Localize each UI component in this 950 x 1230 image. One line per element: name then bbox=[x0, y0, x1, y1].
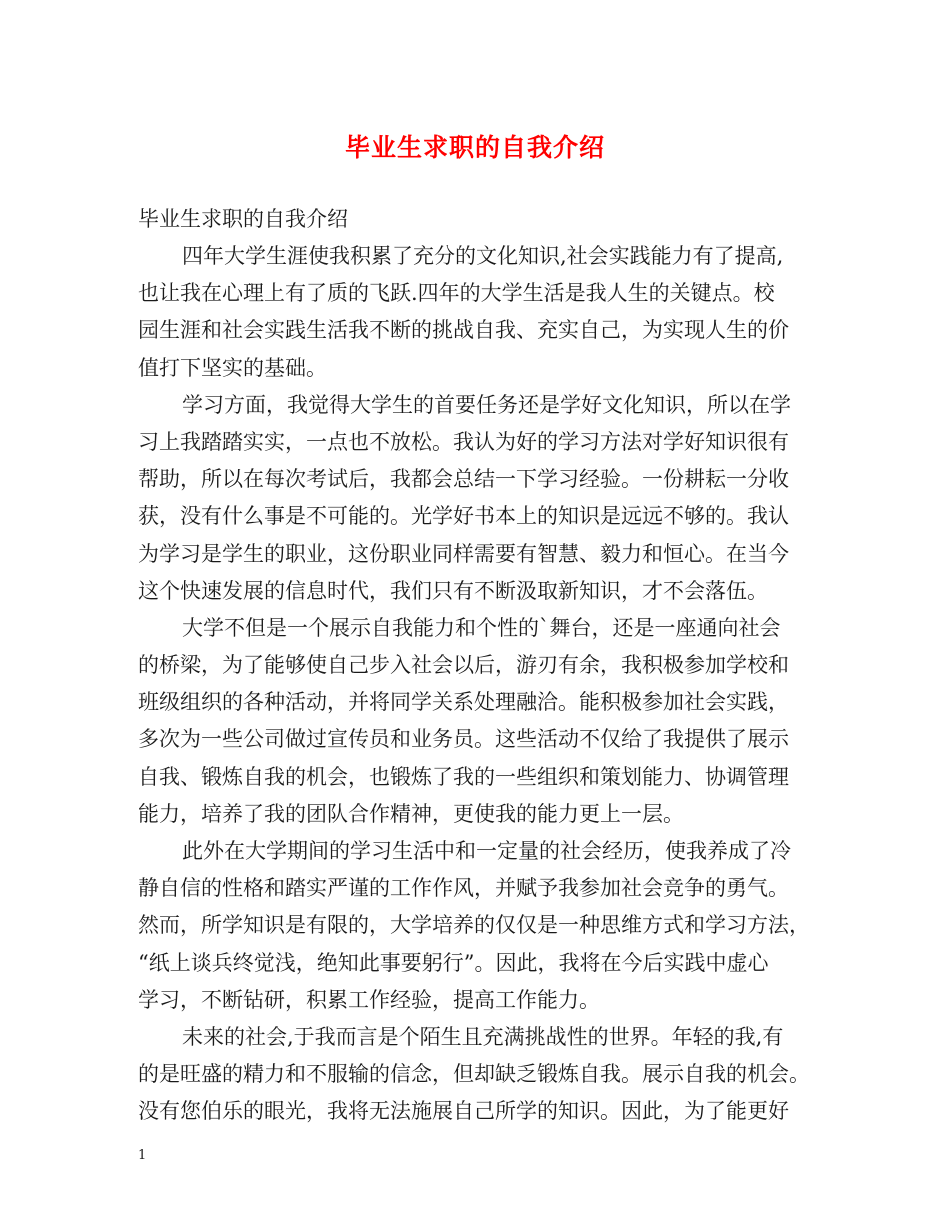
text-line: 的桥梁，为了能够使自己步入社会以后，游刃有余，我积极参加学校和 bbox=[138, 653, 789, 678]
paragraph-first-line: 大学不但是一个展示自我能力和个性的`舞台，还是一座通向社会 bbox=[182, 615, 781, 640]
text-line: 没有您伯乐的眼光，我将无法施展自己所学的知识。因此，为了能更好 bbox=[138, 1099, 789, 1124]
paragraph-first-line: 此外在大学期间的学习生活中和一定量的社会经历，使我养成了冷 bbox=[182, 839, 791, 863]
text-line: 能力，培养了我的团队合作精神，更使我的能力更上一层。 bbox=[138, 801, 684, 826]
text-line: 帮助，所以在每次考试后，我都会总结一下学习经验。一份耕耘一分收 bbox=[138, 467, 789, 492]
text-line: 自我、锻炼自我的机会，也锻炼了我的一些组织和策划能力、协调管理 bbox=[138, 764, 789, 789]
text-line: 然而，所学知识是有限的，大学培养的仅仅是一种思维方式和学习方法， bbox=[138, 913, 810, 938]
page-number: 1 bbox=[138, 1148, 147, 1163]
text-line: 值打下坚实的基础。 bbox=[138, 355, 327, 380]
text-line: 习上我踏踏实实，一点也不放松。我认为好的学习方法对学好知识很有 bbox=[138, 429, 789, 454]
document-subtitle: 毕业生求职的自我介绍 bbox=[138, 207, 348, 231]
text-line: 也让我在心理上有了质的飞跃.四年的大学生活是我人生的关键点。校 bbox=[138, 281, 775, 306]
text-line: 的是旺盛的精力和不服输的信念，但却缺乏锻炼自我。展示自我的机会。 bbox=[138, 1062, 810, 1087]
text-line: 园生涯和社会实践生活我不断的挑战自我、充实自己，为实现人生的价 bbox=[138, 318, 789, 343]
paragraph-first-line: 未来的社会,于我而言是个陌生且充满挑战性的世界。年轻的我,有 bbox=[182, 1024, 784, 1049]
text-line: 学习，不断钻研，积累工作经验，提高工作能力。 bbox=[138, 987, 600, 1012]
text-line: 为学习是学生的职业，这份职业同样需要有智慧、毅力和恒心。在当今 bbox=[138, 541, 789, 566]
document-body bbox=[138, 238, 828, 1131]
text-line: 这个快速发展的信息时代，我们只有不断汲取新知识，才不会落伍。 bbox=[138, 578, 768, 603]
document-title: 毕业生求职的自我介绍 bbox=[344, 133, 605, 162]
text-line: “纸上谈兵终觉浅，绝知此事要躬行”。因此，我将在今后实践中虚心 bbox=[138, 950, 769, 975]
paragraph-first-line: 学习方面，我觉得大学生的首要任务还是学好文化知识，所以在学 bbox=[182, 392, 791, 417]
text-line: 获，没有什么事是不可能的。光学好书本上的知识是远远不够的。我认 bbox=[138, 504, 789, 529]
paragraph-first-line: 四年大学生涯使我积累了充分的文化知识,社会实践能力有了提高, bbox=[182, 244, 784, 268]
text-line: 班级组织的各种活动，并将同学关系处理融洽。能积极参加社会实践， bbox=[138, 690, 789, 715]
text-line: 多次为一些公司做过宣传员和业务员。这些活动不仅给了我提供了展示 bbox=[138, 727, 789, 752]
text-line: 静自信的性格和踏实严谨的工作作风，并赋予我参加社会竞争的勇气。 bbox=[138, 876, 789, 901]
